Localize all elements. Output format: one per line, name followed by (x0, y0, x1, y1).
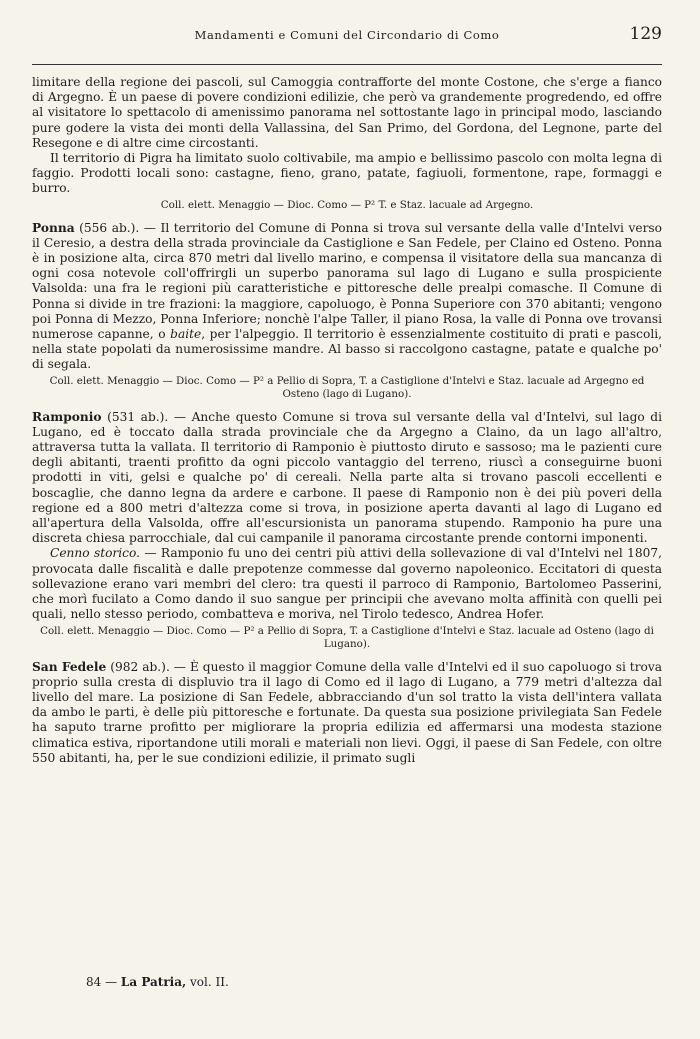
paragraph-pigra-territory: Il territorio di Pigra ha limitato suolo coltivabile, ma ampio e bellissimo pascolo con molta legna di faggio. Prodotti locali sono: castagne, fieno, grano, patate, fagiuoli, formentone, rape, formaggi e burro. (32, 151, 662, 196)
text-ponna-baite: baite (170, 327, 202, 342)
population-ponna: (556 ab.). (79, 220, 140, 235)
page-header (32, 24, 662, 46)
page-footer (86, 975, 229, 989)
paragraph-ramponio (32, 410, 662, 547)
text-ramponio: — Anche questo Comune si trova sul versante della val d'Intelvi, sul lago di Lugano, ed è toccato dalla strada provinciale che da Argegno a Claino, da un lago all'altro, attraversa tutta la vallata. Il territorio di Ramponio è piuttosto diruto e sassoso; ma le pazienti cure degli abitanti, traenti profitto da ogni piccolo vantaggio del terreno, riuscì a conseguirne buoni prodotti in viti, gelsi e qualche po' di cereali. Nella parte alta si trovano pascoli eccellenti e boscaglie, che danno legna da ardere e carbone. Il paese di Ramponio non è dei più poveri della regione ed a 800 metri d'altezza come si trova, in posizione aperta davanti al lago di Lugano ed all'apertura della Valsolda, offre all'escursionista un panorama stupendo. Ramponio ha pure una discreta chiesa parrocchiale, dal cui campanile il panorama circostante prende contorni imponenti. (32, 409, 663, 546)
paragraph-cenno-storico (32, 546, 662, 622)
footer-title: La Patria, (120, 975, 187, 989)
footer-signature: 84 — (86, 975, 118, 989)
population-san-fedele: (982 ab.). (110, 659, 170, 674)
paragraph-pigra-continued: limitare della regione dei pascoli, sul Camoggia contrafforte del monte Costone, che s'erge a fianco di Argegno. È un paese di povere condizioni edilizie, che però va grandemente progredendo, ed offre al visitatore lo spettacolo di amenissimo panorama nel sottostante lago in principal modo, lasciando pure godere la vista dei monti della Vallassina, del San Primo, del Gordona, del Legnone, parte del Resegone e di altre cime circostanti. (32, 75, 662, 150)
page-number: 129 (629, 24, 662, 44)
page-body (32, 75, 662, 766)
cenno-storico-label: Cenno storico. (50, 546, 140, 561)
header-rule (32, 64, 662, 65)
note-ponna: Coll. elett. Menaggio — Dioc. Como — P² a Pellio di Sopra, T. a Castiglione d'Intelvi e Staz. lacuale ad Argegno ed Osteno (lago di Lugano). (49, 374, 645, 400)
note-ramponio: Coll. elett. Menaggio — Dioc. Como — P² a Pellio di Sopra, T. a Castiglione d'Intelvi e Staz. lacuale ad Osteno (lago di Lugano). (40, 624, 654, 650)
text-cenno-storico: — Ramponio fu uno dei centri più attivi della sollevazione di val d'Intelvi nel 1807, provocata dalle fiscalità e dalle prepotenze commesse dal governo napoleonico. Eccitatori di questa sollevazione erano vari membri del clero: tra questi il parroco di Ramponio, Bartolomeo Passerini, che morì fucilato a Como dando il suo sangue per principii che avevano molta affinità con quelli pei quali, nello stesso periodo, combatteva e moriva, nel Tirolo tedesco, Andrea Hofer. (32, 546, 662, 622)
entry-heading-ponna: Ponna (32, 220, 75, 235)
note-pigra: Coll. elett. Menaggio — Dioc. Como — P² T. e Staz. lacuale ad Argegno. (160, 198, 534, 211)
paragraph-san-fedele (32, 660, 662, 766)
text-san-fedele: — È questo il maggior Comune della valle d'Intelvi ed il suo capoluogo si trova proprio sulla cresta di displuvio tra il lago di Como ed il lago di Lugano, a 779 metri d'altezza dal livello del mare. La posizione di San Fedele, abbracciando d'un sol tratto la vista dell'intera vallata da ambo le parti, è delle più pittoresche e fortunate. Da questa sua posizione privilegiata San Fedele ha saputo trarne profitto per migliorare la propria edilizia ed affermarsi una modesta stazione climatica estiva, riportandone utili morali e materiali non lievi. Oggi, il paese di San Fedele, con oltre 550 abitanti, ha, per le sue condizioni edilizie, il primato sugli (32, 659, 663, 765)
entry-heading-san-fedele: San Fedele (32, 659, 107, 674)
text-ponna: — Il territorio del Comune di Ponna si trova sul versante della valle d'Intelvi verso il Ceresio, a destra della strada provinciale da Castiglione e San Fedele, per Claino ed Osteno. Ponna è in posizione alta, circa 870 metri dal livello marino, e compensa il visitatore della sua mancanza di ogni cosa notevole coll'offrirgli un superbo panorama sul lago di Lugano e sulla prospiciente Valsolda: una fra le regioni più caratteristiche e pittoresche delle prealpi comasche. Il Comune di Ponna si divide in tre frazioni: la maggiore, capoluogo, è Ponna Superiore con 370 abitanti; vengono poi Ponna di Mezzo, Ponna Inferiore; nonchè l'alpe Taller, il piano Rosa, la valle di Ponna ove trovansi numerose capanne, o (32, 220, 662, 342)
entry-heading-ramponio: Ramponio (32, 409, 102, 424)
paragraph-ponna (32, 221, 662, 373)
text-ponna-tail: , per l'alpeggio. Il territorio è essenzialmente costituito di prati e pascoli, nella state popolati da numerosissime mandre. Al basso si raccolgono castagne, patate e qualche po' di segala. (32, 327, 662, 372)
population-ramponio: (531 ab.). (107, 409, 169, 424)
running-title: Mandamenti e Comuni del Circondario di Como (194, 28, 500, 42)
footer-volume: vol. II. (190, 975, 229, 989)
